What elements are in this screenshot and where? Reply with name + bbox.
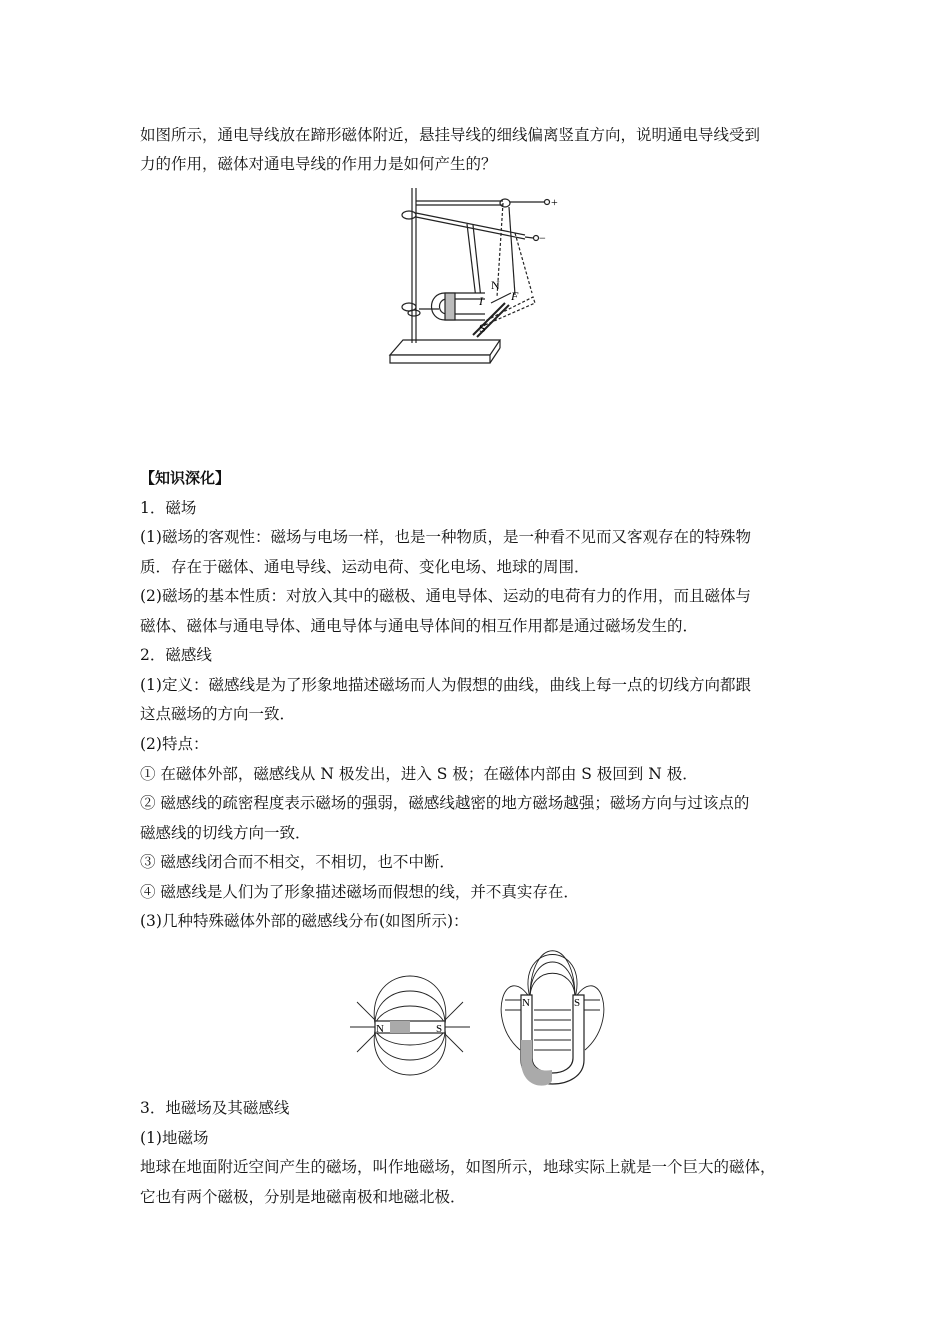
s2-p1-line-1: (1)定义：磁感线是为了形象地描述磁场而人为假想的曲线，曲线上每一点的切线方向都跟 <box>140 676 751 694</box>
s2-p3: (3)几种特殊磁体外部的磁感线分布(如图所示)： <box>140 912 469 930</box>
bar-north-label: N <box>376 1023 384 1035</box>
s1-p1-line-1: (1)磁场的客观性：磁场与电场一样，也是一种物质，是一种看不见而又客观存在的特殊物 <box>140 528 751 546</box>
bar-south-label: S <box>436 1023 443 1035</box>
s2-p1-line-2: 这点磁场的方向一致． <box>140 705 296 723</box>
s2-item-4: ④ 磁感线是人们为了形象描述磁场而假想的线，并不真实存在． <box>140 883 579 901</box>
s3-title: 3．地磁场及其磁感线 <box>140 1099 290 1117</box>
current-label: I <box>479 294 483 308</box>
section-heading: 【知识深化】 <box>140 469 231 487</box>
s1-p2-line-1: (2)磁场的基本性质：对放入其中的磁极、通电导体、运动的电荷有力的作用，而且磁体与 <box>140 587 751 605</box>
magnet-field-lines-figure <box>345 940 605 1090</box>
intro-line-2: 力的作用，磁体对通电导线的作用力是如何产生的？ <box>140 155 497 173</box>
s2-item-2-line-2: 磁感线的切线方向一致． <box>140 824 311 842</box>
s3-p2-line-2: 它也有两个磁极，分别是地磁南极和地磁北极． <box>140 1188 466 1206</box>
s2-item-1: ① 在磁体外部，磁感线从 N 极发出，进入 S 极；在磁体内部由 S 极回到 N 极． <box>140 765 698 783</box>
u-north-label: N <box>522 997 530 1009</box>
s2-item-3: ③ 磁感线闭合而不相交，不相切，也不中断． <box>140 853 455 871</box>
s2-title: 2．磁感线 <box>140 646 212 664</box>
s1-p1-line-2: 质．存在于磁体、通电导线、运动电荷、变化电场、地球的周围． <box>140 558 590 576</box>
s3-p2-line-1: 地球在地面附近空间产生的磁场，叫作地磁场，如图所示，地球实际上就是一个巨大的磁体， <box>140 1158 776 1176</box>
force-label: F <box>511 289 519 303</box>
s3-p1: (1)地磁场 <box>140 1129 209 1147</box>
minus-terminal-label: − <box>539 231 546 245</box>
plus-terminal-label: + <box>551 195 558 209</box>
s1-title: 1．磁场 <box>140 499 197 517</box>
s2-p2: (2)特点： <box>140 735 209 753</box>
wire-magnet-figure <box>385 185 575 370</box>
intro-line-1: 如图所示，通电导线放在蹄形磁体附近，悬挂导线的细线偏离竖直方向，说明通电导线受到 <box>140 126 761 144</box>
south-pole-label: S <box>479 321 486 335</box>
s1-p2-line-2: 磁体、磁体与通电导体、通电导体与通电导体间的相互作用都是通过磁场发生的． <box>140 617 699 635</box>
north-pole-label: N <box>491 278 500 292</box>
u-south-label: S <box>574 997 581 1009</box>
s2-item-2-line-1: ② 磁感线的疏密程度表示磁场的强弱，磁感线越密的地方磁场越强；磁场方向与过该点的 <box>140 794 750 812</box>
